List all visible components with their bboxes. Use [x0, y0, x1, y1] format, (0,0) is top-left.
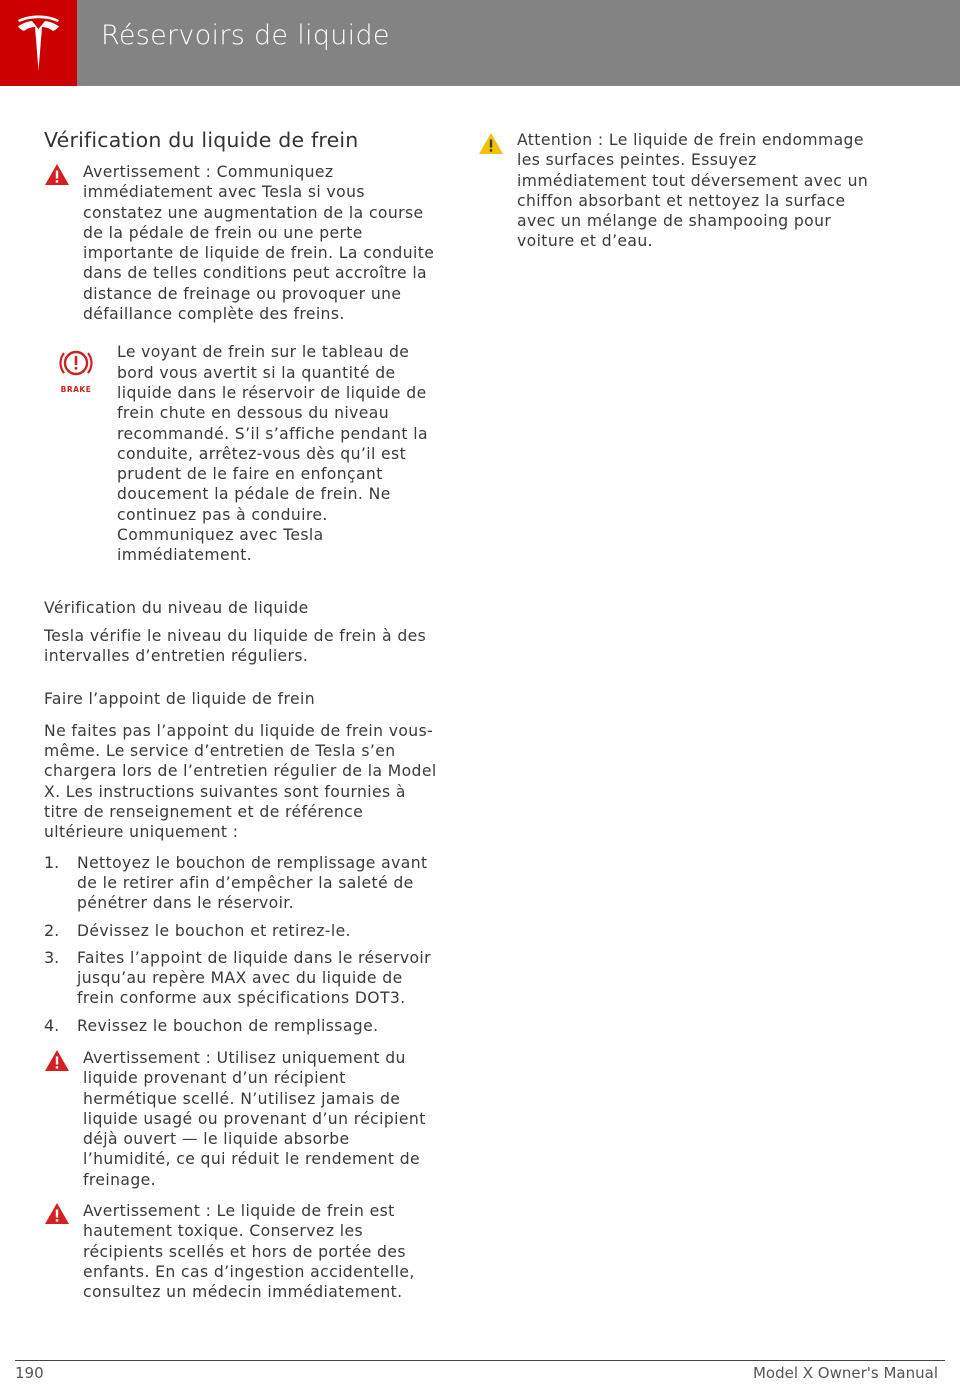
warning-note-1 — [44, 162, 440, 324]
steps-list — [44, 853, 440, 1036]
section-title: Vérification du liquide de frein — [44, 128, 359, 152]
warning-text-3: Avertissement : Le liquide de frein est hautement toxique. Conservez les récipients scellés et hors de portée des enfants. En cas d’ingestion accidentelle, consultez un médecin immédiatement. — [83, 1202, 415, 1302]
page-title: Réservoirs de liquide — [101, 20, 390, 51]
logo-box — [0, 0, 77, 86]
list-item: 2. Dévissez le bouchon et retirez-le. — [44, 920, 351, 940]
warning-icon — [44, 1202, 70, 1225]
warning-text-1: Avertissement : Communiquez immédiatement avec Tesla si vous constatez une augmentation de la course de la pédale de frein ou une perte importante de liquide de frein. La conduite dans de telles conditions peut accroître la distance de freinage ou provoquer une défaillance complète des freins. — [83, 163, 435, 324]
subheading-topping-up: Faire l’appoint de liquide de frein — [44, 689, 316, 708]
manual-title: Model X Owner's Manual — [752, 1364, 938, 1382]
list-item: 3. Faites l’appoint de liquide dans le réservoir jusqu’au repère MAX avec du liquide de frein conforme aux spécifications DOT3. — [44, 947, 431, 1008]
list-item: 1. Nettoyez le bouchon de remplissage avant de le retirer afin d’empêcher la saleté de pénétrer dans le réservoir. — [44, 852, 428, 913]
caution-text: Attention : Le liquide de frein endommage les surfaces peintes. Essuyez immédiatement tout déversement avec un chiffon absorbant et nettoyez la surface avec un mélange de shampooing pour voiture et d’eau. — [517, 131, 869, 251]
brake-warning-icon — [56, 348, 96, 394]
paragraph-topping-up: Ne faites pas l’appoint du liquide de frein vous-même. Le service d’entretien de Tesla s’en chargera lors de l’entretien régulier de la Model X. Les instructions suivantes sont fournies à titre de renseignement et de référence ultérieure uniquement : — [44, 721, 437, 842]
warning-icon — [44, 163, 70, 186]
caution-note — [478, 130, 878, 252]
right-column — [478, 130, 878, 252]
warning-icon — [44, 1049, 70, 1072]
page-number: 190 — [15, 1364, 44, 1382]
brake-note-text: Le voyant de frein sur le tableau de bord vous avertit si la quantité de liquide dans le réservoir de liquide de frein chute en dessous du niveau recommandé. S’il s’affiche pendant la conduite, arrêtez-vous dès qu’il est prudent de le faire en enfonçant doucement la pédale de frein. Ne continuez pas à conduire. Communiquez avec Tesla immédiatement. — [117, 343, 428, 565]
brake-indicator-note — [44, 342, 440, 565]
warning-text-2: Avertissement : Utilisez uniquement du liquide provenant d’un récipient hermétique scellé. N’utilisez jamais de liquide usagé ou provenant d’un récipient déjà ouvert — le liquide absorbe l’humidité, ce qui réduit le rendement de freinage. — [83, 1048, 426, 1189]
warning-note-2 — [44, 1048, 440, 1190]
list-item: 4. Revissez le bouchon de remplissage. — [44, 1015, 379, 1035]
tesla-logo-icon — [14, 15, 63, 71]
brake-icon-label: BRAKE — [60, 385, 92, 395]
caution-icon — [478, 132, 504, 155]
paragraph-fluid-level: Tesla vérifie le niveau du liquide de frein à des intervalles d’entretien réguliers. — [44, 626, 427, 666]
left-column — [44, 128, 440, 1303]
warning-note-3 — [44, 1201, 440, 1302]
subheading-fluid-level: Vérification du niveau de liquide — [44, 598, 309, 617]
footer-divider — [15, 1360, 945, 1361]
page-header — [0, 0, 960, 86]
